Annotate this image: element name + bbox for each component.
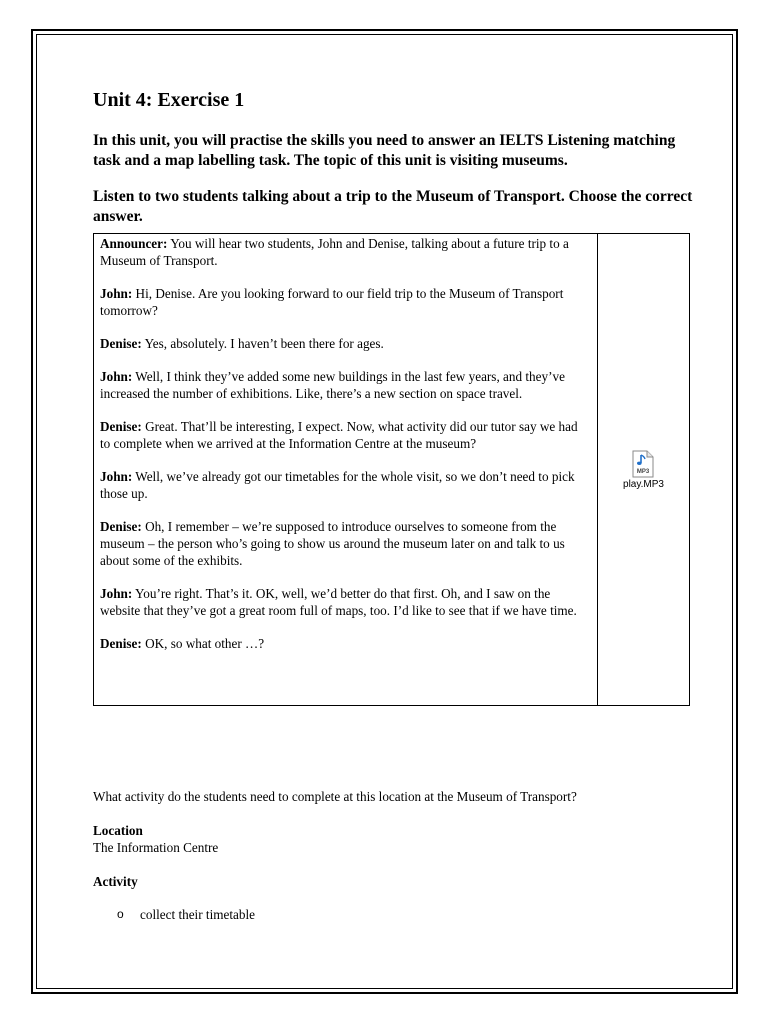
transcript-turn [100, 635, 591, 652]
transcript-turn [100, 335, 591, 352]
mp3-badge-text: MP3 [637, 468, 650, 475]
option-bullet: o [117, 907, 124, 921]
question-text: What activity do the students need to complete at this location at the Museum of Transport? [93, 789, 577, 804]
turn-text: OK, so what other …? [141, 636, 265, 651]
speaker-label: Denise: [100, 336, 142, 351]
transcript-turn [100, 285, 591, 319]
transcript-cell [94, 234, 598, 706]
transcript-turn [100, 468, 591, 502]
transcript-turn [100, 368, 591, 402]
turn-text: Well, I think they’ve added some new buildings in the last few years, and they’ve increased the number of exhibitions. Like, there’s a new section on space travel. [100, 369, 565, 401]
transcript-turn [100, 418, 591, 452]
mp3-file-icon [632, 450, 654, 478]
activity-label: Activity [93, 874, 138, 889]
speaker-label: Denise: [100, 519, 142, 534]
speaker-label: Denise: [100, 419, 142, 434]
play-mp3-attachment[interactable] [623, 450, 664, 490]
option-text: collect their timetable [140, 907, 255, 922]
turn-text: Yes, absolutely. I haven’t been there for ages. [141, 336, 384, 351]
turn-text: Well, we’ve already got our timetables for the whole visit, so we don’t need to pick those up. [100, 469, 575, 501]
turn-text: Great. That’ll be interesting, I expect. Now, what activity did our tutor say we had to complete when we arrived at the Information Centre at the museum? [100, 419, 578, 451]
turn-text: Hi, Denise. Are you looking forward to our field trip to the Museum of Transport tomorrow? [100, 286, 564, 318]
speaker-label: Denise: [100, 636, 142, 651]
instruction-paragraph: Listen to two students talking about a trip to the Museum of Transport. Choose the correct answer. [93, 188, 693, 225]
list-item[interactable] [93, 906, 693, 923]
document-content [93, 86, 693, 706]
transcript-turn [100, 235, 591, 269]
location-value: The Information Centre [93, 840, 219, 855]
speaker-label: John: [100, 586, 133, 601]
location-label: Location [93, 823, 143, 838]
speaker-label: John: [100, 469, 133, 484]
transcript-turn [100, 518, 591, 569]
options-list [93, 906, 693, 923]
page-title: Unit 4: Exercise 1 [93, 89, 245, 111]
speaker-label: Announcer: [100, 236, 168, 251]
turn-text: You will hear two students, John and Denise, talking about a future trip to a Museum of Transport. [100, 236, 569, 268]
transcript-table [93, 233, 690, 706]
speaker-label: John: [100, 286, 133, 301]
turn-text: You’re right. That’s it. OK, well, we’d better do that first. Oh, and I saw on the website that they’ve got a great room full of maps, too. I’d like to see that if we have time. [100, 586, 577, 618]
turn-text: Oh, I remember – we’re supposed to introduce ourselves to someone from the museum – the person who’s going to show us around the museum later on and talk to us about some of the exhibits. [100, 519, 565, 568]
intro-paragraph: In this unit, you will practise the skills you need to answer an IELTS Listening matching task and a map labelling task. The topic of this unit is visiting museums. [93, 132, 676, 169]
media-cell [598, 234, 690, 706]
mp3-file-label: play.MP3 [623, 478, 664, 490]
speaker-label: John: [100, 369, 133, 384]
transcript-turn [100, 585, 591, 619]
question-block [93, 788, 693, 923]
